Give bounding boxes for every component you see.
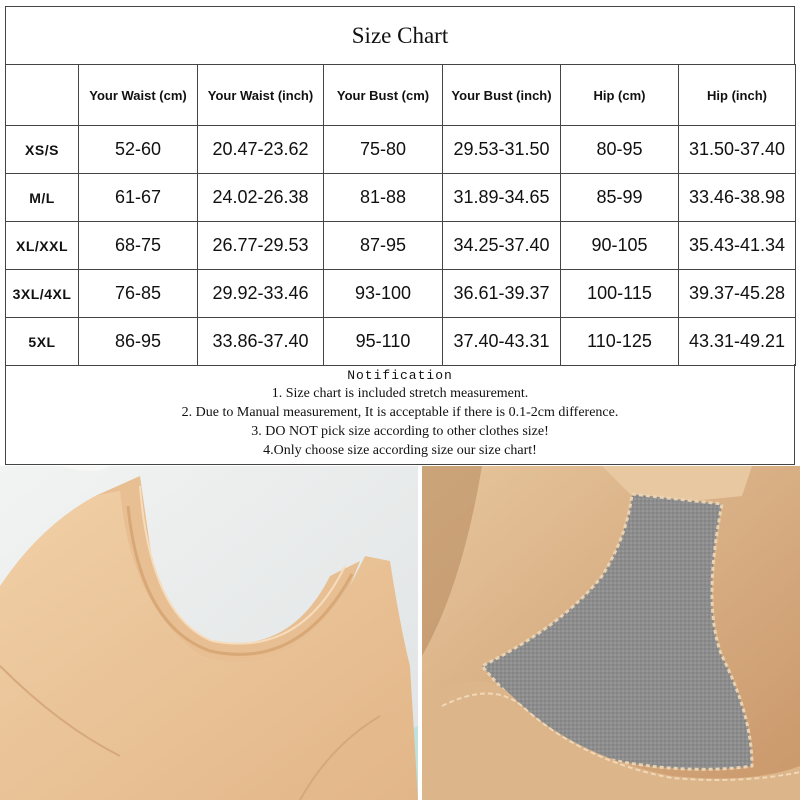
table-cell: 43.31-49.21 [679,318,796,366]
notification-line: 1. Size chart is included stretch measurement. [271,386,529,401]
table-cell: 36.61-39.37 [443,270,561,318]
header-bust-inch: Your Bust (inch) [443,65,561,126]
size-label: 3XL/4XL [6,270,79,318]
table-cell: 39.37-45.28 [679,270,796,318]
header-hip-cm: Hip (cm) [561,65,679,126]
table-cell: 93-100 [324,270,443,318]
notification-line: 3. DO NOT pick size according to other clothes size! [251,424,549,439]
header-waist-inch: Your Waist (inch) [198,65,324,126]
table-cell: 90-105 [561,222,679,270]
table-cell: 85-99 [561,174,679,222]
size-chart-title: Size Chart [5,6,795,64]
header-hip-inch: Hip (inch) [679,65,796,126]
notification-box [5,364,795,465]
table-header-row [6,65,796,126]
table-cell: 37.40-43.31 [443,318,561,366]
table-cell: 35.43-41.34 [679,222,796,270]
table-cell: 31.50-37.40 [679,126,796,174]
table-cell: 100-115 [561,270,679,318]
table-cell: 52-60 [79,126,198,174]
table-cell: 33.86-37.40 [198,318,324,366]
briefs-gusset-photo [422,466,800,800]
table-cell: 26.77-29.53 [198,222,324,270]
table-cell: 24.02-26.38 [198,174,324,222]
table-cell: 81-88 [324,174,443,222]
table-cell: 76-85 [79,270,198,318]
size-label: XS/S [6,126,79,174]
table-cell: 95-110 [324,318,443,366]
table-cell: 61-67 [79,174,198,222]
size-label: 5XL [6,318,79,366]
table-cell: 20.47-23.62 [198,126,324,174]
size-label: XL/XXL [6,222,79,270]
table-cell: 86-95 [79,318,198,366]
table-cell: 75-80 [324,126,443,174]
table-cell: 31.89-34.65 [443,174,561,222]
briefs-illustration [422,466,800,800]
table-cell: 110-125 [561,318,679,366]
table-row [6,126,796,174]
table-row [6,222,796,270]
header-size [6,65,79,126]
table-row [6,318,796,366]
notification-title: Notification [347,368,453,383]
tank-top-photo [0,466,418,800]
product-photos [0,466,800,800]
tank-top-illustration [0,466,418,800]
size-label: M/L [6,174,79,222]
notification-line: 2. Due to Manual measurement, It is acceptable if there is 0.1-2cm difference. [181,405,619,420]
header-waist-cm: Your Waist (cm) [79,65,198,126]
table-cell: 80-95 [561,126,679,174]
size-table [5,64,796,366]
header-bust-cm: Your Bust (cm) [324,65,443,126]
table-row [6,174,796,222]
table-cell: 87-95 [324,222,443,270]
table-cell: 68-75 [79,222,198,270]
table-cell: 29.92-33.46 [198,270,324,318]
notification-line: 4.Only choose size according size our size chart! [263,443,537,458]
table-cell: 33.46-38.98 [679,174,796,222]
table-cell: 29.53-31.50 [443,126,561,174]
table-row [6,270,796,318]
table-cell: 34.25-37.40 [443,222,561,270]
